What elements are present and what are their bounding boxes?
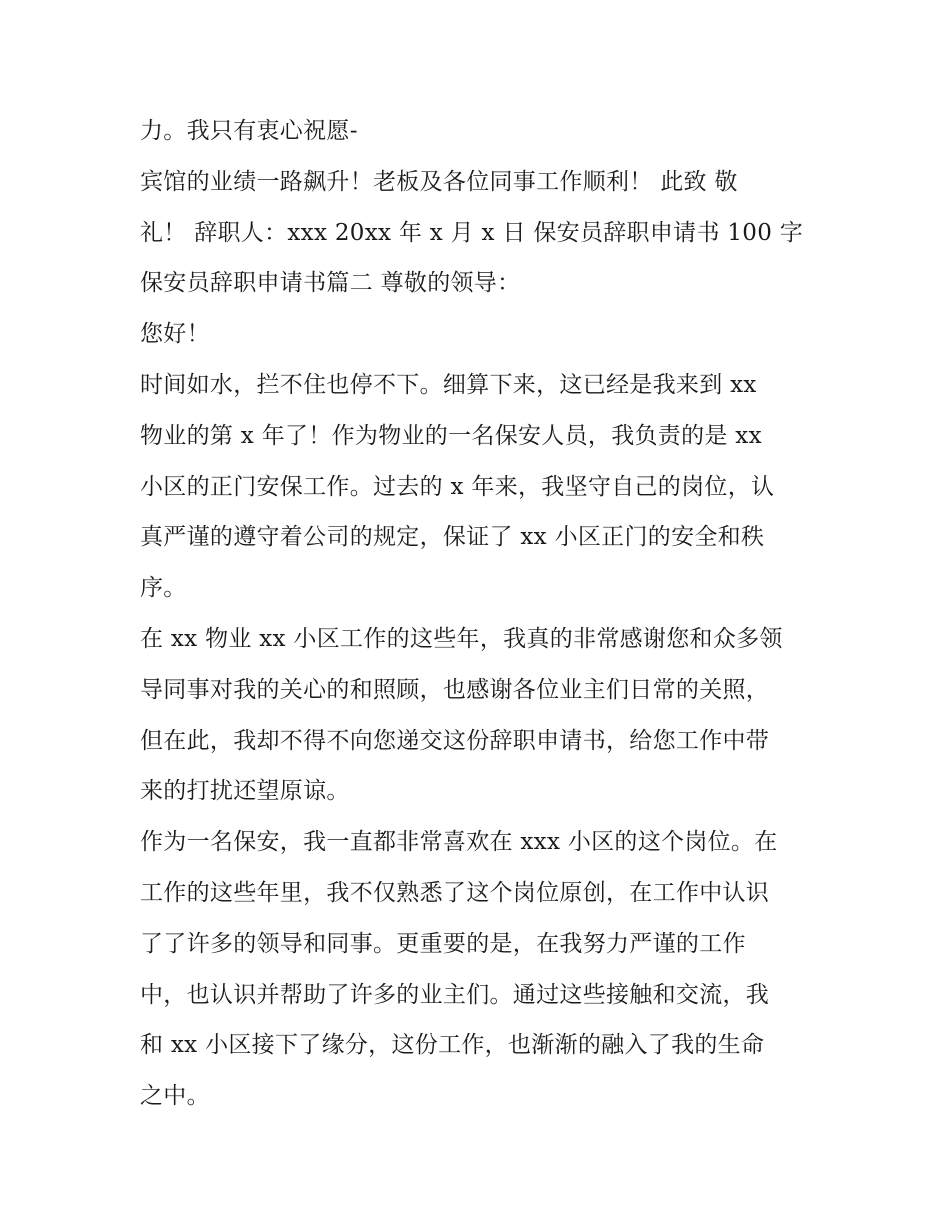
text-line: 在 xx 物业 xx 小区工作的这些年，我真的非常感谢您和众多领 xyxy=(140,625,783,652)
text-line: 中，也认识并帮助了许多的业主们。通过这些接触和交流，我 xyxy=(140,981,770,1008)
text-line: 和 xx 小区接下了缘分，这份工作，也渐渐的融入了我的生命 xyxy=(140,1032,765,1059)
document-body xyxy=(140,106,820,1122)
text-line: 导同事对我的关心的和照顾，也感谢各位业主们日常的关照， xyxy=(140,676,770,703)
text-line: 但在此，我却不得不向您递交这份辞职申请书，给您工作中带 xyxy=(140,727,770,754)
text-line: 物业的第 x 年了！作为物业的一名保安人员，我负责的是 xx xyxy=(140,422,762,449)
text-line: 宾馆的业绩一路飙升！老板及各位同事工作顺利！ 此致 敬 xyxy=(140,168,738,195)
text-line: 了了许多的领导和同事。更重要的是，在我努力严谨的工作 xyxy=(140,930,746,957)
text-line: 之中。 xyxy=(140,1083,210,1110)
text-line: 保安员辞职申请书篇二 尊敬的领导： xyxy=(140,270,521,297)
text-line: 工作的这些年里，我不仅熟悉了这个岗位原创，在工作中认识 xyxy=(140,879,770,906)
text-line: 礼！ 辞职人：xxx 20xx 年 x 月 x 日 保安员辞职申请书 100 字 xyxy=(140,219,804,246)
text-line: 真严谨的遵守着公司的规定，保证了 xx 小区正门的安全和秩 xyxy=(140,524,765,551)
text-line: 序。 xyxy=(140,575,187,602)
text-line: 来的打扰还望原谅。 xyxy=(140,778,350,805)
text-line: 小区的正门安保工作。过去的 x 年来，我坚守自己的岗位，认 xyxy=(140,473,775,500)
text-line: 您好！ xyxy=(140,321,210,348)
text-line: 时间如水，拦不住也停不下。细算下来，这已经是我来到 xx xyxy=(140,371,757,398)
text-line: 作为一名保安，我一直都非常喜欢在 xxx 小区的这个岗位。在 xyxy=(140,829,778,856)
text-line: 力。我只有衷心祝愿- xyxy=(140,118,358,144)
